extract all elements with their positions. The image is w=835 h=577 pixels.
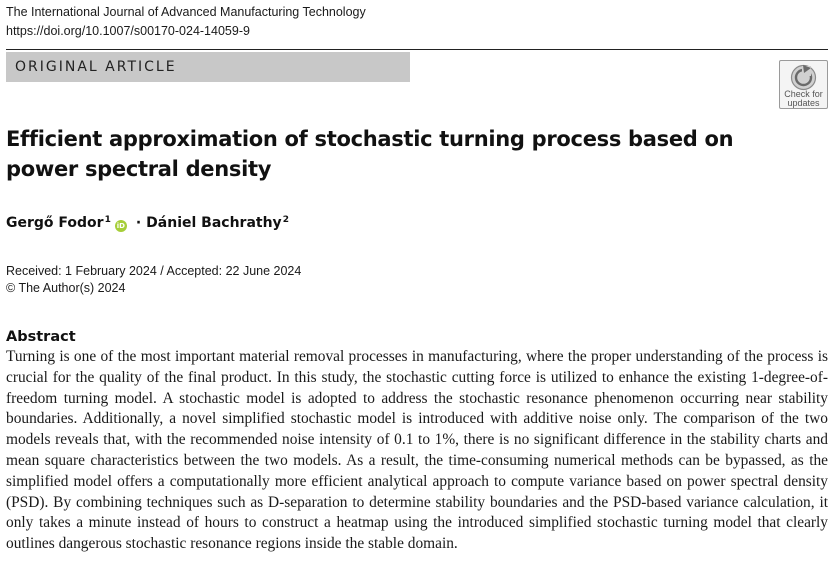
author-name[interactable]: Gergő Fodor	[6, 215, 104, 231]
check-for-updates-button[interactable]	[779, 60, 828, 109]
orcid-icon[interactable]: iD	[116, 222, 125, 230]
abstract-text: Turning is one of the most important material removal processes in manufacturing, where the proper understanding of the process is crucial for the quality of the final product. In this study, the stochastic cutting force is utilized to enhance the existing 1-degree-of-freedom turning model. A stochastic model is adopted to address the stochastic resonance phenomenon occurring near stability boundaries. Additionally, a novel simplified stochastic model is introduced with additive noise only. The comparison of the two models reveals that, with the recommended noise intensity of 0.1 to 1%, there is no significant difference in the stability charts and mean square characteristics between the two models. As a result, the time-consuming numerical methods can be bypassed, as the simplified model offers a computationally more efficient analytical approach to compute variance based on power spectral density (PSD). By combining techniques such as D-separation to determine stability boundaries and the PSD-based variance calculation, it only takes a minute instead of hours to construct a heatmap using the introduced simplified stochastic turning model that clearly outlines dangerous stochastic resonance regions inside the stable domain.	[6, 348, 828, 553]
check-updates-line1: Check for	[784, 89, 823, 99]
article-type-banner: ORIGINAL ARTICLE	[6, 52, 410, 82]
author-name[interactable]: Dániel Bachrathy	[146, 215, 282, 231]
author-affiliation: 1	[104, 215, 111, 225]
received-accepted-dates: Received: 1 February 2024 / Accepted: 22 June 2024	[6, 264, 302, 278]
abstract-heading: Abstract	[6, 329, 76, 345]
author-list	[6, 212, 289, 234]
author-affiliation: 2	[282, 215, 289, 225]
journal-name: The International Journal of Advanced Manufacturing Technology	[6, 5, 366, 19]
check-updates-line2: updates	[787, 98, 820, 108]
doi-link[interactable]: https://doi.org/10.1007/s00170-024-14059-9	[6, 24, 250, 38]
author-separator: ·	[135, 215, 142, 231]
copyright-notice: © The Author(s) 2024	[6, 281, 126, 295]
header-rule	[6, 49, 828, 50]
check-for-updates-icon	[790, 64, 817, 91]
article-title: Efficient approximation of stochastic turning process based on power spectral density	[6, 127, 734, 181]
